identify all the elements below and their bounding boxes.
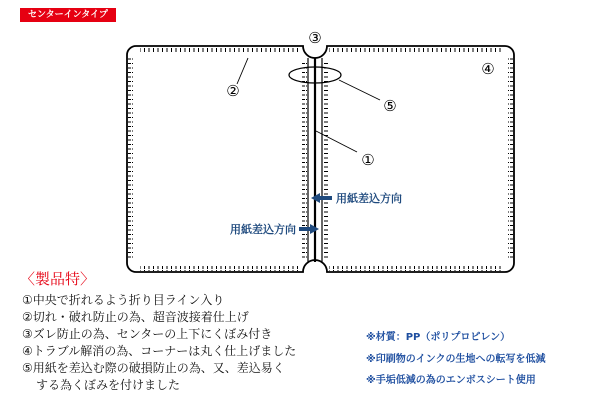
holder-outline: [127, 46, 514, 272]
callout-4: ④: [481, 60, 495, 78]
callout-3: ③: [308, 29, 322, 47]
feature-item: ③ズレ防止の為、センターの上下にくぼみ付き: [22, 327, 273, 341]
callout-2: ②: [226, 82, 240, 100]
feature-item: ⑤用紙を差込む際の破損防止の為、又、差込易く: [22, 361, 285, 375]
notes-list: [366, 327, 546, 392]
insert-arrow-upper-label: 用紙差込方向: [336, 192, 402, 205]
note-item: ※材質：PP（ポリプロピレン）: [366, 332, 511, 343]
seal-ticks: [128, 47, 513, 271]
features-list: [22, 292, 296, 394]
note-item: ※手垢低減の為のエンボスシート使用: [366, 375, 536, 386]
leader-2: [237, 58, 248, 84]
callout-1: ①: [361, 151, 375, 169]
feature-item: ④トラブル解消の為、コーナーは丸く仕上げました: [22, 344, 297, 358]
type-tag: センターインタイプ: [20, 8, 116, 22]
feature-item: ①中央で折れるよう折り目ライン入り: [22, 293, 225, 307]
note-item: ※印刷物のインクの生地への転写を低減: [366, 353, 546, 365]
features-heading: 〈製品特〉: [20, 270, 96, 288]
callout-5: ⑤: [383, 97, 397, 115]
feature-item-continuation: する為くぼみを付けました: [36, 378, 181, 392]
leader-5: [339, 80, 380, 100]
insert-arrow-lower-label: 用紙差込方向: [230, 223, 296, 236]
feature-item: ②切れ・破れ防止の為、超音波接着仕上げ: [22, 310, 249, 324]
